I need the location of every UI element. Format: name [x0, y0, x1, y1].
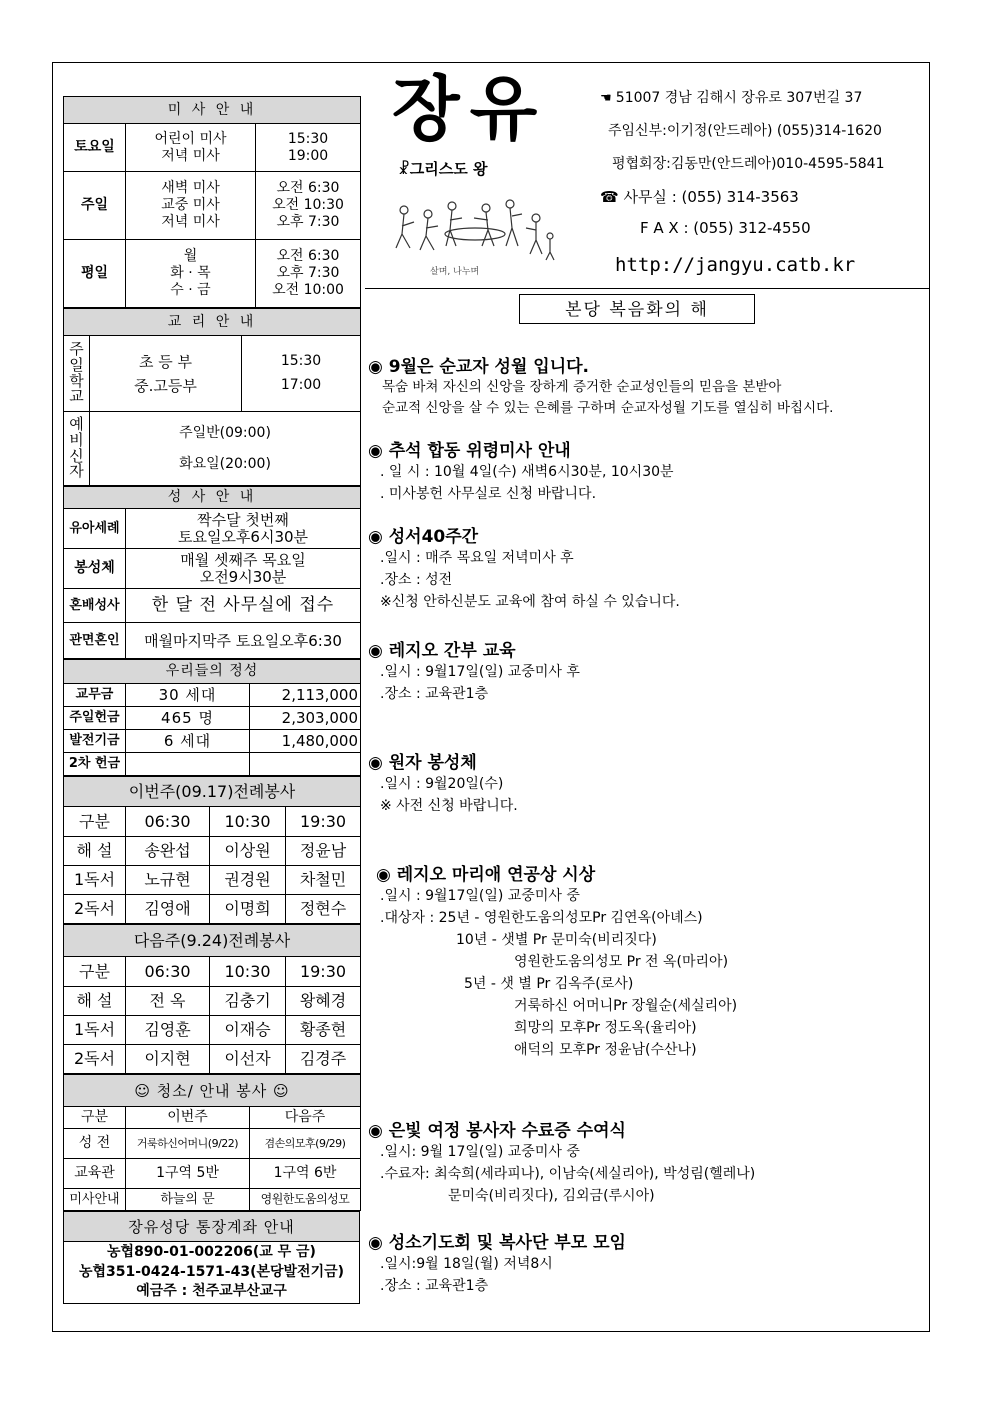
- notice-communion-visit: [368, 748, 928, 817]
- sacraments-header: 성 사 안 내: [64, 487, 361, 509]
- liturgy-cell: 황종현: [286, 1016, 361, 1045]
- notice-line: . 일 시 : 10월 4일(수) 새벽6시30분, 10시30분: [380, 464, 674, 480]
- cleaning-head-cell: 구분: [64, 1107, 126, 1129]
- offerings-table: [63, 659, 361, 776]
- notice-title: ◉ 은빛 여정 봉사자 수료증 수여식: [368, 1121, 626, 1141]
- liturgy-head-cell: 10:30: [210, 957, 286, 987]
- liturgy-role: 2독서: [64, 1045, 126, 1074]
- sacrament-label: 유아세례: [64, 509, 126, 549]
- mass-weekday-names: 월 화 · 목 수 · 금: [126, 240, 256, 308]
- catechumen-classes: 주일반(09:00) 화요일(20:00): [90, 412, 361, 486]
- sunday-school-groups: 초 등 부 중.고등부: [90, 336, 242, 412]
- notice-line: .장소 : 교육관1층: [380, 1278, 489, 1294]
- left-column: [63, 96, 360, 1304]
- notice-line: .일시 : 9월17일(일) 교중미사 중: [380, 888, 580, 904]
- liturgy-role: 1독서: [64, 1016, 126, 1045]
- cleaning-head-cell: 이번주: [126, 1107, 250, 1129]
- liturgy-cell: 권경원: [210, 866, 286, 895]
- liturgy-cell: 이지현: [126, 1045, 210, 1074]
- cleaning-cell: 겸손의모후(9/29): [250, 1129, 361, 1159]
- offering-count: 30 세대: [126, 684, 250, 707]
- sacrament-label: 혼배성사: [64, 589, 126, 623]
- liturgy-role: 1독서: [64, 866, 126, 895]
- liturgy-next-header: 다음주(9.24)전례봉사: [64, 925, 361, 957]
- liturgy-cell: 김경주: [286, 1045, 361, 1074]
- liturgy-cell: 정윤남: [286, 837, 361, 866]
- sacraments-table: [63, 486, 361, 659]
- notice-title: ◉ 성소기도회 및 복사단 부모 모임: [368, 1233, 626, 1253]
- council-line: 평협회장:김동만(안드레아)010-4595-5841: [612, 156, 885, 172]
- notice-bible-40-weeks: [368, 522, 928, 613]
- cleaning-cell: 영원한도움의성모: [250, 1189, 361, 1211]
- liturgy-head-cell: 구분: [64, 957, 126, 987]
- people-sharing-illustration: [390, 196, 560, 274]
- mass-weekday-label: 평일: [64, 240, 126, 308]
- notice-line: 목숨 바쳐 자신의 신앙을 장하게 증거한 순교성인들의 믿음을 본받아: [382, 379, 782, 395]
- liturgy-cell: 이선자: [210, 1045, 286, 1074]
- cleaning-role: 교육관: [64, 1159, 126, 1189]
- mass-saturday-names: 어린이 미사 저녁 미사: [126, 124, 256, 172]
- cleaning-role: 미사안내: [64, 1189, 126, 1211]
- liturgy-head-cell: 06:30: [126, 957, 210, 987]
- notice-line: .대상자 : 25년 - 영원한도움의성모Pr 김연옥(아녜스): [380, 910, 703, 926]
- telephone-icon: ☎: [600, 188, 624, 206]
- offering-count: 6 세대: [126, 730, 250, 753]
- notice-line: 문미숙(비리짓다), 김외금(루시아): [448, 1188, 655, 1204]
- notice-title: ◉ 원자 봉성체: [368, 753, 477, 773]
- mass-saturday-times: 15:30 19:00: [256, 124, 361, 172]
- address-line: ☚ 51007 경남 김해시 장유로 307번길 37: [600, 90, 863, 106]
- notice-line: 순교적 신앙을 살 수 있는 은혜를 구하며 순교자성월 기도를 열심히 바칩시다.: [382, 400, 834, 416]
- liturgy-head-cell: 10:30: [210, 807, 286, 837]
- liturgy-this-week-table: [63, 776, 361, 924]
- liturgy-head-cell: 06:30: [126, 807, 210, 837]
- notice-line: 10년 - 샛별 Pr 문미숙(비리짓다): [456, 932, 657, 948]
- notice-line: .일시 : 매주 목요일 저녁미사 후: [380, 550, 574, 566]
- left-tables: [63, 96, 361, 308]
- offering-amount: 2,113,000: [250, 684, 361, 707]
- notice-line: 애덕의 모후Pr 정윤남(수산나): [514, 1042, 697, 1058]
- liturgy-role: 해 설: [64, 837, 126, 866]
- notice-line: 희망의 모후Pr 정도옥(율리아): [514, 1020, 697, 1036]
- sacrament-value: 매월마지막주 토요일오후6:30: [126, 623, 361, 659]
- offering-label: 주일헌금: [64, 707, 126, 730]
- notice-line: 5년 - 샛 별 Pr 김옥주(로사): [464, 976, 634, 992]
- cleaning-head-cell: 다음주: [250, 1107, 361, 1129]
- liturgy-this-header: 이번주(09.17)전례봉사: [64, 777, 361, 807]
- sacrament-label: 관면혼인: [64, 623, 126, 659]
- notice-legio-officer-training: [368, 636, 928, 705]
- mass-saturday-label: 토요일: [64, 124, 126, 172]
- notice-line: .일시 : 9월17일(일) 교중미사 후: [380, 664, 580, 680]
- offering-label: 발전기금: [64, 730, 126, 753]
- notice-martyrs-month: [368, 352, 928, 419]
- liturgy-cell: 왕혜경: [286, 987, 361, 1016]
- liturgy-cell: 이상원: [210, 837, 286, 866]
- website-link[interactable]: http://jangyu.catb.kr: [615, 254, 856, 276]
- liturgy-cell: 정현수: [286, 895, 361, 924]
- mass-header: 미 사 안 내: [64, 97, 361, 124]
- notice-title: ◉ 추석 합동 위령미사 안내: [368, 441, 571, 461]
- notice-title: ◉ 레지오 간부 교육: [368, 641, 516, 661]
- catechism-header: 교 리 안 내: [64, 309, 361, 336]
- liturgy-cell: 이재승: [210, 1016, 286, 1045]
- liturgy-cell: 노규현: [126, 866, 210, 895]
- liturgy-cell: 송완섭: [126, 837, 210, 866]
- notice-line: 영원한도움의성모 Pr 전 옥(마리아): [514, 954, 729, 970]
- bank-table: [63, 1211, 360, 1304]
- liturgy-head-cell: 구분: [64, 807, 126, 837]
- mass-weekday-times: 오전 6:30 오후 7:30 오전 10:00: [256, 240, 361, 308]
- header-divider: [365, 288, 930, 289]
- notice-line: .수료자: 최숙희(세라피나), 이남숙(세실리아), 박성림(헬레나): [380, 1166, 756, 1182]
- church-logo-text: 장유: [392, 68, 548, 150]
- sacrament-value: 매월 셋째주 목요일 오전9시30분: [126, 549, 361, 589]
- mass-sunday-names: 새벽 미사 교중 미사 저녁 미사: [126, 172, 256, 240]
- logo-subtitle: ☧그리스도 왕: [398, 160, 488, 178]
- fax-line: F A X : (055) 312-4550: [640, 219, 811, 237]
- liturgy-cell: 이명희: [210, 895, 286, 924]
- offering-amount: [250, 753, 361, 776]
- priest-line: 주임신부:이기정(안드레아) (055)314-1620: [608, 123, 882, 139]
- notice-silver-journey-ceremony: [368, 1116, 928, 1207]
- office-line: ☎ 사무실 : (055) 314-3563: [600, 188, 799, 206]
- bank-header: 장유성당 통장계좌 안내: [64, 1212, 360, 1242]
- sunday-school-label: 주일학교: [64, 336, 90, 412]
- notice-line: .일시:9월 18일(월) 저녁8시: [380, 1256, 553, 1272]
- notice-line: .장소 : 성전: [380, 572, 453, 588]
- offering-count: 465 명: [126, 707, 250, 730]
- liturgy-role: 2독서: [64, 895, 126, 924]
- cleaning-header: ☺ 청소/ 안내 봉사 ☺: [64, 1075, 361, 1107]
- mass-sunday-label: 주일: [64, 172, 126, 240]
- mass-sunday-times: 오전 6:30 오전 10:30 오후 7:30: [256, 172, 361, 240]
- catechism-table: [63, 308, 361, 486]
- notice-title: ◉ 레지오 마리애 연공상 시상: [376, 865, 596, 885]
- offering-label: 2차 헌금: [64, 753, 126, 776]
- sacrament-value: 짝수달 첫번째 토요일오후6시30분: [126, 509, 361, 549]
- offering-count: [126, 753, 250, 776]
- liturgy-head-cell: 19:30: [286, 807, 361, 837]
- sacrament-label: 봉성체: [64, 549, 126, 589]
- cleaning-cell: 1구역 5반: [126, 1159, 250, 1189]
- cleaning-cell: 하늘의 문: [126, 1189, 250, 1211]
- sacrament-value: 한 달 전 사무실에 접수: [126, 589, 361, 623]
- notice-legio-awards: [368, 860, 928, 1061]
- notice-chuseok-mass: [368, 436, 928, 505]
- notice-line: .장소 : 교육관1층: [380, 686, 489, 702]
- notice-line: ※신청 안하신분도 교육에 참여 하실 수 있습니다.: [380, 594, 680, 610]
- liturgy-head-cell: 19:30: [286, 957, 361, 987]
- offering-amount: 1,480,000: [250, 730, 361, 753]
- notice-line: . 미사봉헌 사무실로 신청 바랍니다.: [380, 486, 597, 502]
- catechumen-label: 예비신자: [64, 412, 90, 486]
- cleaning-table: [63, 1074, 361, 1211]
- illustration-caption: 살며, 나누며: [430, 267, 480, 277]
- liturgy-next-week-table: [63, 924, 361, 1074]
- bank-accounts: 농협890-01-002206(교 무 금) 농협351-0424-1571-43(본당발전기금) 예금주 : 천주교부산교구: [64, 1242, 360, 1304]
- liturgy-cell: 전 옥: [126, 987, 210, 1016]
- notice-vocation-prayer: [368, 1228, 928, 1297]
- notice-line: ※ 사전 신청 바랍니다.: [380, 798, 518, 814]
- notice-line: .일시: 9월 17일(일) 교중미사 중: [380, 1144, 580, 1160]
- notice-line: 거룩하신 어머니Pr 장월순(세실리아): [514, 998, 738, 1014]
- cleaning-cell: 거룩하신어머니(9/22): [126, 1129, 250, 1159]
- offering-label: 교무금: [64, 684, 126, 707]
- liturgy-role: 해 설: [64, 987, 126, 1016]
- offerings-header: 우리들의 정성: [64, 660, 361, 684]
- liturgy-cell: 김영훈: [126, 1016, 210, 1045]
- year-theme-box: 본당 복음화의 해: [519, 294, 755, 324]
- pointing-hand-icon: ☚: [600, 91, 616, 106]
- offering-amount: 2,303,000: [250, 707, 361, 730]
- notice-line: .일시 : 9월20일(수): [380, 776, 504, 792]
- liturgy-cell: 김충기: [210, 987, 286, 1016]
- notice-title: ◉ 9월은 순교자 성월 입니다.: [368, 357, 590, 377]
- liturgy-cell: 김영애: [126, 895, 210, 924]
- cleaning-cell: 1구역 6반: [250, 1159, 361, 1189]
- cleaning-role: 성 전: [64, 1129, 126, 1159]
- notice-title: ◉ 성서40주간: [368, 527, 479, 547]
- liturgy-cell: 차철민: [286, 866, 361, 895]
- sunday-school-times: 15:30 17:00: [242, 336, 361, 412]
